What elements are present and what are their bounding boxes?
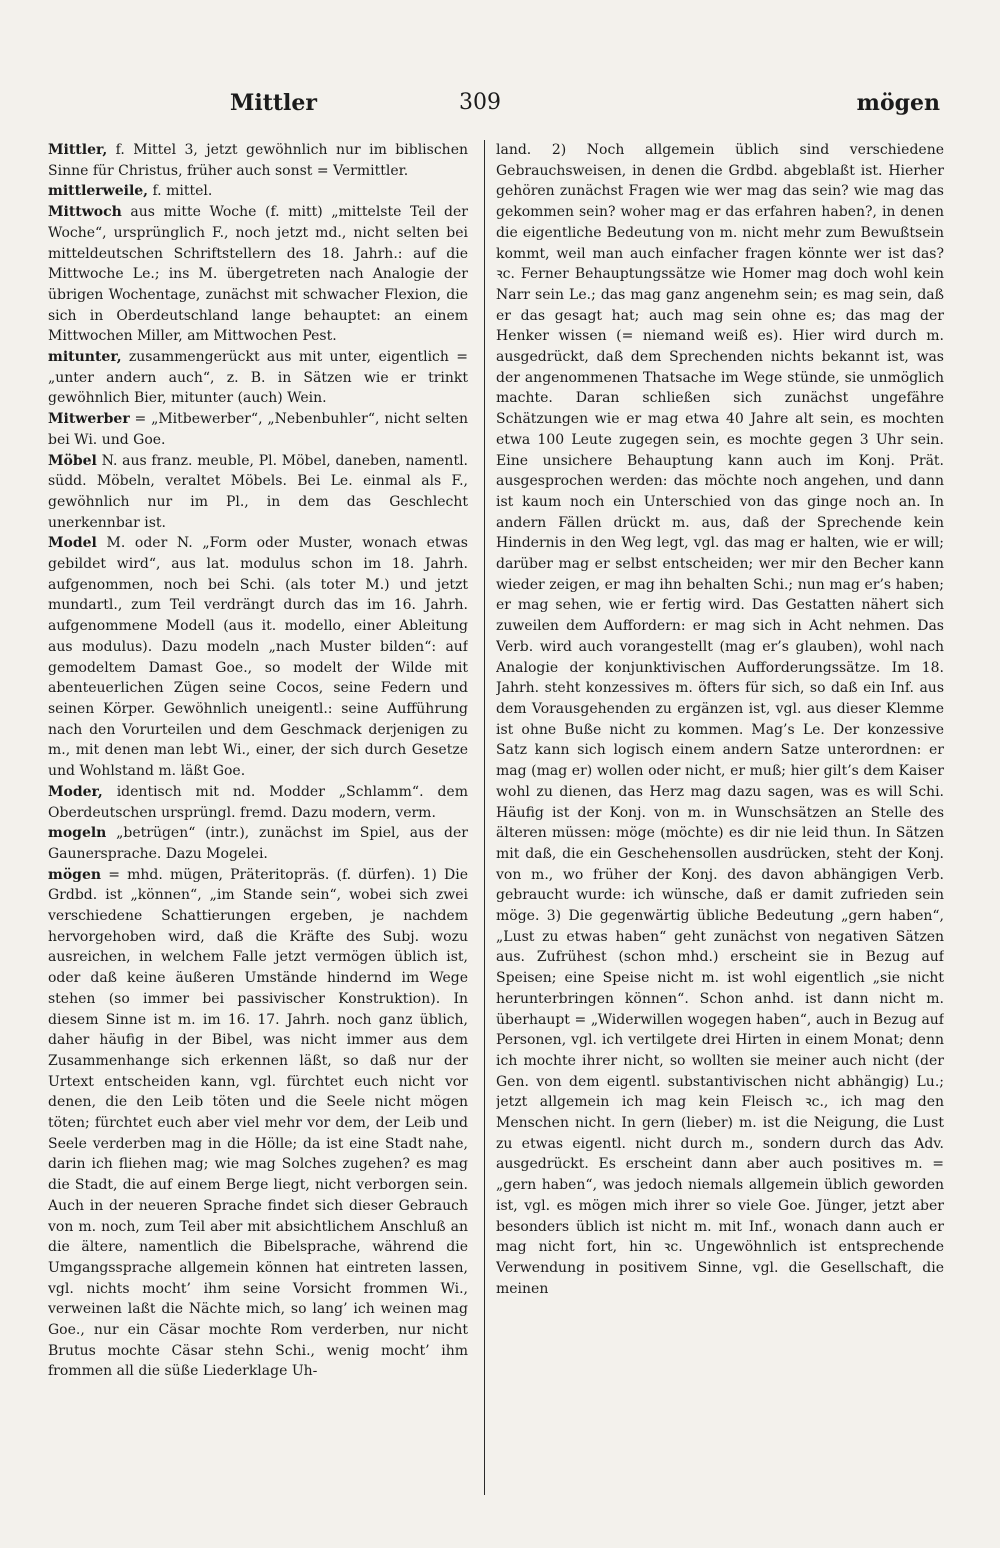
entry-text: = „Mitbewerber“, „Nebenbuhler“, nicht selten bei Wi. und Goe.	[48, 411, 468, 448]
entry-moebel	[48, 451, 468, 534]
entry-model	[48, 533, 468, 781]
headword: Mittwoch	[48, 204, 122, 221]
running-header	[60, 90, 940, 130]
entry-text: = mhd. mügen, Präteritopräs. (f. dürfen). 1) Die Grdbd. ist „können“, „im Stande sein“, wobei sich zwei verschiedene Schattierungen ergeben, je nachdem hervorgehoben wird, daß die Kräfte des Subj. wozu ausreichen, in welchem Falle jetzt vermögen üblich ist, oder daß keine äußeren Umstände hindernd im Wege stehen (so immer bei passivischer Konstruktion). In diesem Sinne ist m. im 16. 17. Jahrh. noch ganz üblich, daher häufig in der Bibel, was nicht immer aus dem Zusammenhange sich erkennen läßt, so daß nur der Urtext entscheiden kann, vgl. fürchtet euch nicht vor denen, die den Leib töten und die Seele nicht mögen töten; fürchtet euch aber viel mehr vor dem, der Leib und Seele verderben mag in die Hölle; da ist eine Stadt nahe, darin ich fliehen mag; wie mag Solches zugehen? es mag die Stadt, die auf einem Berge liegt, nicht verborgen sein. Auch in der neueren Sprache findet sich dieser Gebrauch von m. noch, zum Teil aber mit absichtlichem Anschluß an die ältere, namentlich die Bibelsprache, während die Umgangssprache allgemein können hat eintreten lassen, vgl. nichts mocht’ ihm seine Vorsicht frommen Wi., verweinen laßt die Nächte mich, so lang’ ich weinen mag Goe., nur ein Cäsar mochte Rom verderben, nur nicht Brutus mochte Cäsar stehn Schi., wenig mocht’ ihm frommen all die süße Liederklage Uh-	[48, 866, 468, 1380]
left-column	[48, 140, 468, 1500]
column-divider	[484, 140, 485, 1495]
headword: Möbel	[48, 452, 97, 469]
entry-moegen-continued: land. 2) Noch allgemein üblich sind verschiedene Gebrauchsweisen, in denen die Grdbd. abgeblaßt ist. Hierher gehören zunächst Fragen wie wer mag das sein? wie mag das gekommen sein? woher mag er das erfahren haben?, in denen die eigentliche Bedeutung von m. nicht mehr zum Bewußtsein kommt, weil man auch einfacher fragen könnte wer ist das? ꝛc. Ferner Behauptungssätze wie Homer mag doch wohl kein Narr sein Le.; das mag ganz angenehm sein; es mag sein, daß er das gesagt hat; auch mag sein ohne es; das mag der Henker wissen (= niemand weiß es). Hier wird durch m. ausgedrückt, daß dem Sprechenden nichts bekannt ist, was der angenommenen Thatsache im Wege stünde, sie unmöglich machte. Daran schließen sich zunächst ungefähre Schätzungen wie er mag etwa 40 Jahre alt sein, es mochten etwa 100 Leute zugegen sein, es mochte gegen 3 Uhr sein. Eine unsichere Behauptung kann auch im Konj. Prät. ausgesprochen werden: das möchte noch angehen, und dann ist kaum noch ein Unterschied von das ginge noch an. In andern Fällen drückt m. aus, daß der Sprechende kein Hindernis in den Weg legt, vgl. das mag er halten, wie er will; darüber mag er selbst entscheiden; wer mir den Becher kann wieder zeigen, er mag ihn behalten Schi.; nun mag er’s haben; er mag sehen, wie er fertig wird. Das Gestatten nähert sich zuweilen dem Auffordern: er mag sich in Acht nehmen. Das Verb. wird auch vorangestellt (mag er’s glauben), wohl nach Analogie der konjunktivischen Aufforderungssätze. Im 18. Jahrh. steht konzessives m. öfters für sich, so daß ein Inf. aus dem Vorausgehenden zu ergänzen ist, vgl. aus dieser Klemme ist ohne Buße nicht zu kommen. Mag’s Le. Der konzessive Satz kann sich logisch einem andern Satze unterordnen: er mag (mag er) wollen oder nicht, er muß; hier gilt’s dem Kaiser wohl zu dienen, das Herz mag dazu sagen, was es will Schi. Häufig ist der Konj. von m. in Wunschsätzen an Stelle des älteren müssen: möge (möchte) es dir nie leid thun. In Sätzen mit daß, die ein Geschehensollen ausdrücken, steht der Konj. von m., wo früher der Konj. des davon abhängigen Verb. gebraucht wurde: ich wünsche, daß er damit zufrieden sein möge. 3) Die gegenwärtig übliche Bedeutung „gern haben“, „Lust zu etwas haben“ geht zunächst von negativen Sätzen aus. Zufrühest (schon mhd.) erscheint sie in Bezug auf Speisen; eine Speise nicht m. ist wohl eigentlich „sie nicht herunterbringen können“. Schon anhd. ist dann nicht m. überhaupt = „Widerwillen wogegen haben“, auch in Bezug auf Personen, vgl. ich vertilgete drei Hirten in einem Monat; denn ich mochte ihrer nicht, so wollten sie meiner auch nicht (der Gen. von dem eigentl. substantivischen nicht abhängig) Lu.; jetzt allgemein ich mag kein Fleisch ꝛc., ich mag den Menschen nicht. In gern (lieber) m. ist die Neigung, die Lust zu etwas eigentl. nicht durch m., sondern durch das Adv. ausgedrückt. Es erscheint dann aber auch positives m. = „gern haben“, was jedoch niemals allgemein üblich geworden ist, vgl. es mögen mich ihrer so viele Goe. Jünger, jetzt aber besonders üblich ist nicht m. mit Inf., wonach dann auch er mag nicht fort, hin ꝛc. Ungewöhnlich ist entsprechende Verwendung in positivem Sinne, vgl. die Gesellschaft, die meinen	[496, 142, 944, 1297]
entry-moegen	[48, 865, 468, 1383]
entry-mitwerber	[48, 409, 468, 450]
headword: Moder,	[48, 783, 103, 800]
entry-text: aus mitte Woche (f. mitt) „mittelste Teil der Woche“, ursprünglich F., noch jetzt md., nicht selten bei mitteldeutschen Schriftstellern des 18. Jahrh.: auf die Mittwoche Le.; ins M. übergetreten nach Analogie der übrigen Wochentage, zunächst mit schwacher Flexion, die sich in Oberdeutschland lange behauptet: an einem Mittwochen Miller, am Mittwochen Pest.	[48, 204, 468, 345]
entry-text: identisch mit nd. Modder „Schlamm“. dem Oberdeutschen ursprüngl. fremd. Dazu modern, verm.	[48, 783, 468, 821]
headword: Mitwerber	[48, 411, 130, 428]
headword: mitunter,	[48, 349, 122, 366]
entry-mittlerweile	[48, 181, 468, 202]
entry-text: zusammengerückt aus mit unter, eigentlich = „unter andern auch“, z. B. in Sätzen wie er trinkt gewöhnlich Bier, mitunter (auch) Wein.	[48, 349, 468, 407]
entry-mittler	[48, 140, 468, 181]
header-right-catchword: mögen	[856, 90, 940, 116]
headword: Model	[48, 535, 97, 552]
headword: mittlerweile,	[48, 183, 149, 200]
entry-mogeln	[48, 823, 468, 864]
headword: Mittler,	[48, 142, 108, 158]
right-column	[496, 140, 944, 1500]
headword: mögen	[48, 866, 102, 883]
entry-mitunter	[48, 347, 468, 409]
entry-moder	[48, 782, 468, 823]
entry-text: „betrügen“ (intr.), zunächst im Spiel, aus der Gaunersprache. Dazu Mogelei.	[48, 825, 468, 862]
page-number: 309	[459, 90, 501, 115]
entry-text: N. aus franz. meuble, Pl. Möbel, daneben, namentl. südd. Möbeln, veraltet Möbels. Bei Le. einmal als F., gewöhnlich nur im Pl., in dem das Geschlecht unerkennbar ist.	[48, 452, 468, 531]
headword: mogeln	[48, 825, 107, 842]
entry-text: f. Mittel 3, jetzt gewöhnlich nur im biblischen Sinne für Christus, früher auch sonst = Vermittler.	[48, 142, 468, 179]
header-left-catchword: Mittler	[230, 90, 317, 116]
entry-mittwoch	[48, 202, 468, 347]
entry-text: f. mittel.	[148, 183, 213, 200]
entry-text: M. oder N. „Form oder Muster, wonach etwas gebildet wird“, aus lat. modulus schon im 18. Jahrh. aufgenommen, noch bei Schi. (als toter M.) und jetzt mundartl., zum Teil verdrängt durch das im 16. Jahrh. aufgenommene Modell (aus it. modello, einer Ableitung aus modulus). Dazu modeln „nach Muster bilden“: auf gemodeltem Damast Goe., so modelt der Wilde mit abenteuerlichen Zügen seine Cocos, seine Federn und seinen Körper. Gewöhnlich uneigentl.: seine Aufführung nach den Vorurteilen und dem Geschmack derjenigen zu m., mit denen man lebt Wi., einer, der sich durch Gesetze und Wohlstand m. läßt Goe.	[48, 535, 468, 780]
